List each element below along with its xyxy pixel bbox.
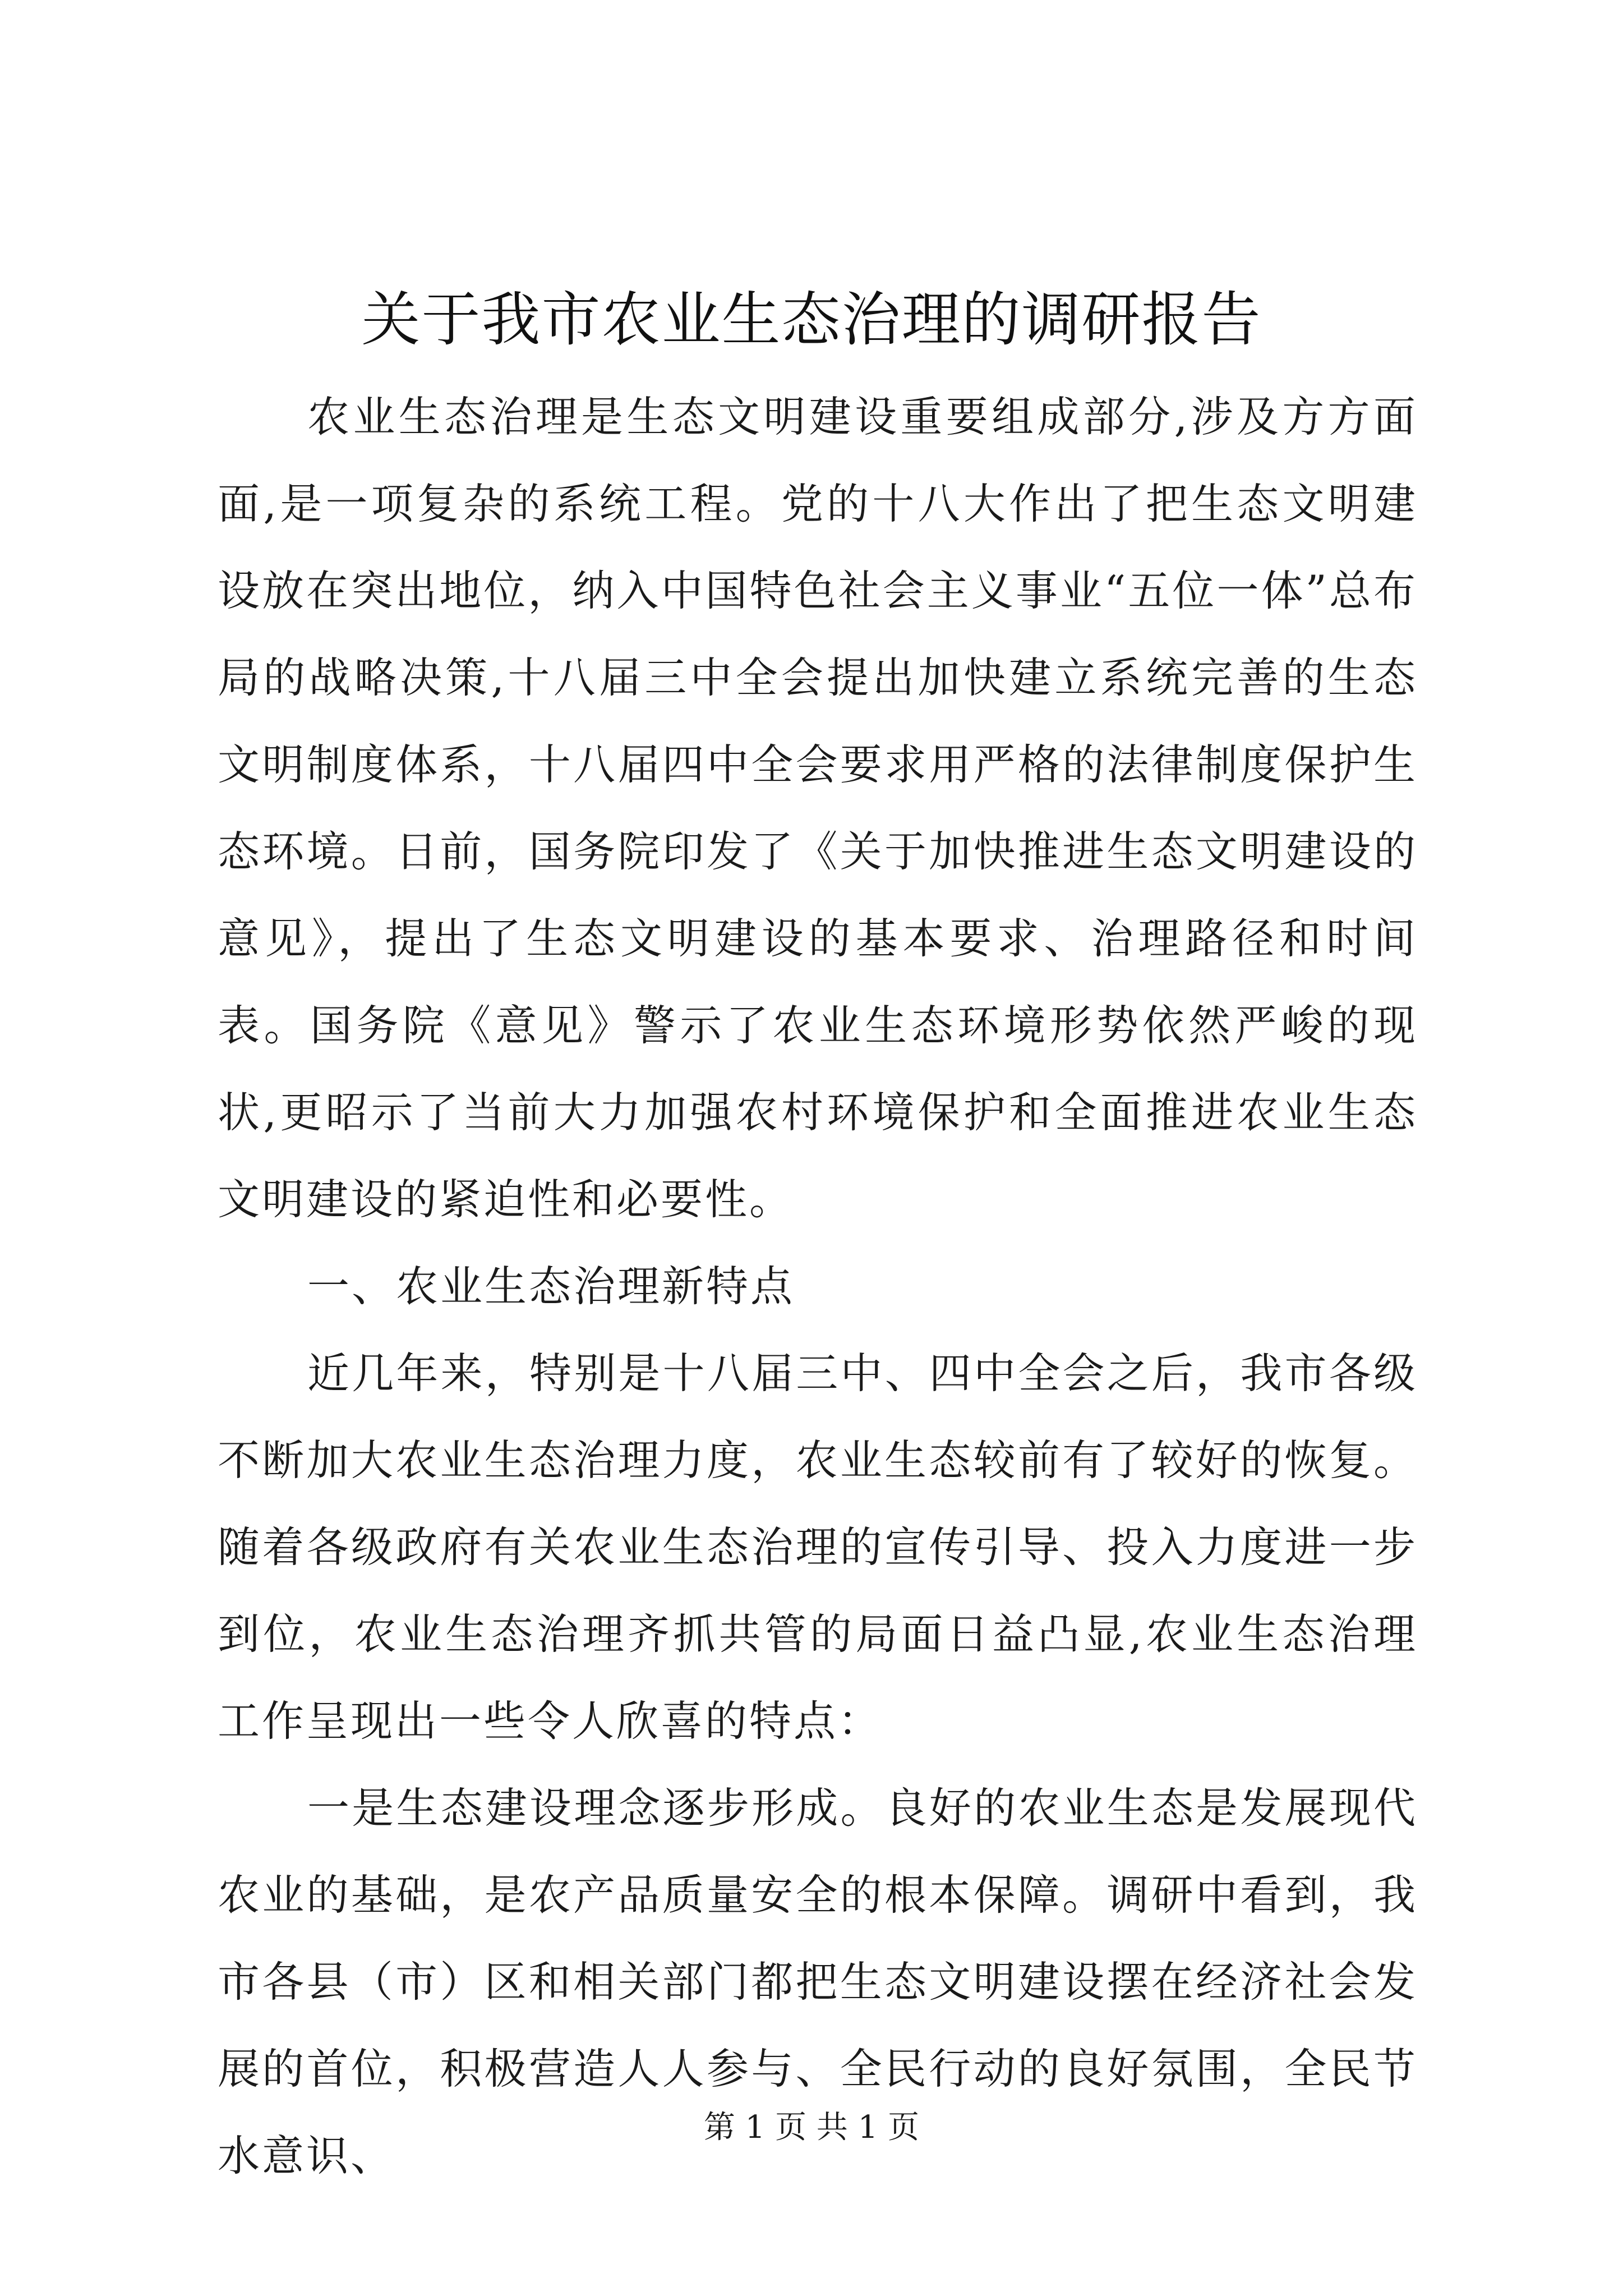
section-heading: 一、农业生态治理新特点 [307,1262,795,1311]
document-title: 关于我市农业生态治理的调研报告 [361,286,1262,354]
paragraph-section-intro: 近几年来，特别是十八届三中、四中全会之后，我市各级不断加大农业生态治理力度，农业生态较前有了较好的恢复。随着各级政府有关农业生态治理的宣传引导、投入力度进一步到位，农业生态治理齐抓共管的局面日益凸显,农业生态治理工作呈现出一些令人欣喜的特点： [218,1349,1418,1746]
paragraph-point-one: 一是生态建设理念逐步形成。良好的农业生态是发展现代农业的基础，是农产品质量安全的根本保障。调研中看到，我市各县（市）区和相关部门都把生态文明建设摆在经济社会发展的首位，积极营造人人参与、全民行动的良好氛围，全民节水意识、 [218,1783,1418,2180]
page-footer: 第 1 页 共 1 页 [703,2109,920,2146]
document-body [218,374,1418,2200]
paragraph-intro: 农业生态治理是生态文明建设重要组成部分,涉及方方面面,是一项复杂的系统工程。党的十八大作出了把生态文明建设放在突出地位，纳入中国特色社会主义事业“五位一体”总布局的战略决策,十八届三中全会提出加快建立系统完善的生态文明制度体系，十八届四中全会要求用严格的法律制度保护生态环境。日前，国务院印发了《关于加快推进生态文明建设的意见》，提出了生态文明建设的基本要求、治理路径和时间表。国务院《意见》警示了农业生态环境形势依然严峻的现状,更昭示了当前大力加强农村环境保护和全面推进农业生态文明建设的紧迫性和必要性。 [218,392,1418,1224]
